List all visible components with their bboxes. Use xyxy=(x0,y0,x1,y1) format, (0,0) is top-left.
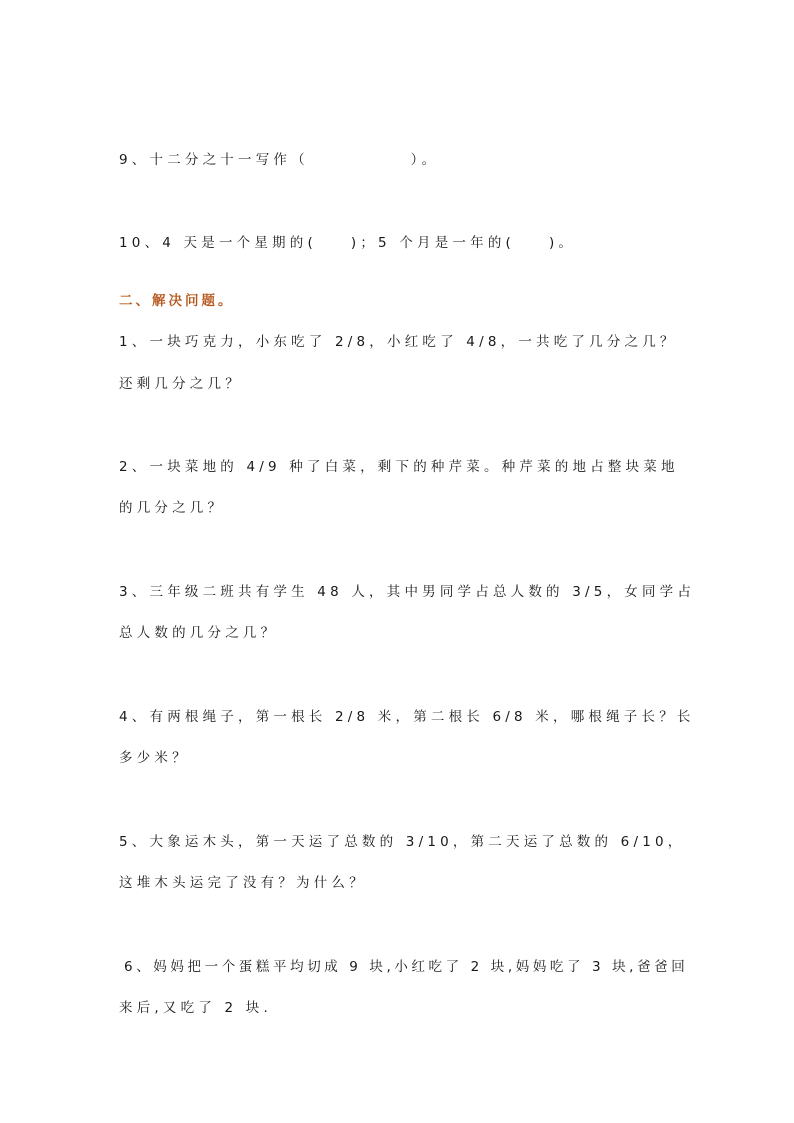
question-10: 10、4 天是一个星期的( )；5 个月是一年的( )。 xyxy=(119,235,577,251)
question-9: 9、十二分之十一写作（ ）。 xyxy=(119,152,440,168)
problem-3-line-1: 3、三年级二班共有学生 48 人，其中男同学占总人数的 3/5，女同学占 xyxy=(119,584,696,600)
problem-6-line-2: 来后,又吃了 2 块. xyxy=(119,1000,272,1016)
problem-4-line-2: 多少米？ xyxy=(119,750,190,766)
section-heading: 二、解决问题。 xyxy=(119,293,235,309)
problem-4-line-1: 4、有两根绳子，第一根长 2/8 米，第二根长 6/8 米，哪根绳子长？长 xyxy=(119,709,695,725)
problem-6-line-1: 6、妈妈把一个蛋糕平均切成 9 块,小红吃了 2 块,妈妈吃了 3 块,爸爸回 xyxy=(124,959,689,975)
problem-1-line-1: 1、一块巧克力，小东吃了 2/8，小红吃了 4/8，一共吃了几分之几？ xyxy=(119,334,678,350)
problem-2-line-1: 2、一块菜地的 4/9 种了白菜，剩下的种芹菜。种芹菜的地占整块菜地 xyxy=(119,459,679,475)
problem-5-line-2: 这堆木头运完了没有？为什么？ xyxy=(119,875,367,891)
problem-5-line-1: 5、大象运木头，第一天运了总数的 3/10，第二天运了总数的 6/10， xyxy=(119,834,686,850)
problem-1-line-2: 还剩几分之几？ xyxy=(119,376,243,392)
problem-2-line-2: 的几分之几？ xyxy=(119,500,226,516)
problem-3-line-2: 总人数的几分之几？ xyxy=(119,625,279,641)
